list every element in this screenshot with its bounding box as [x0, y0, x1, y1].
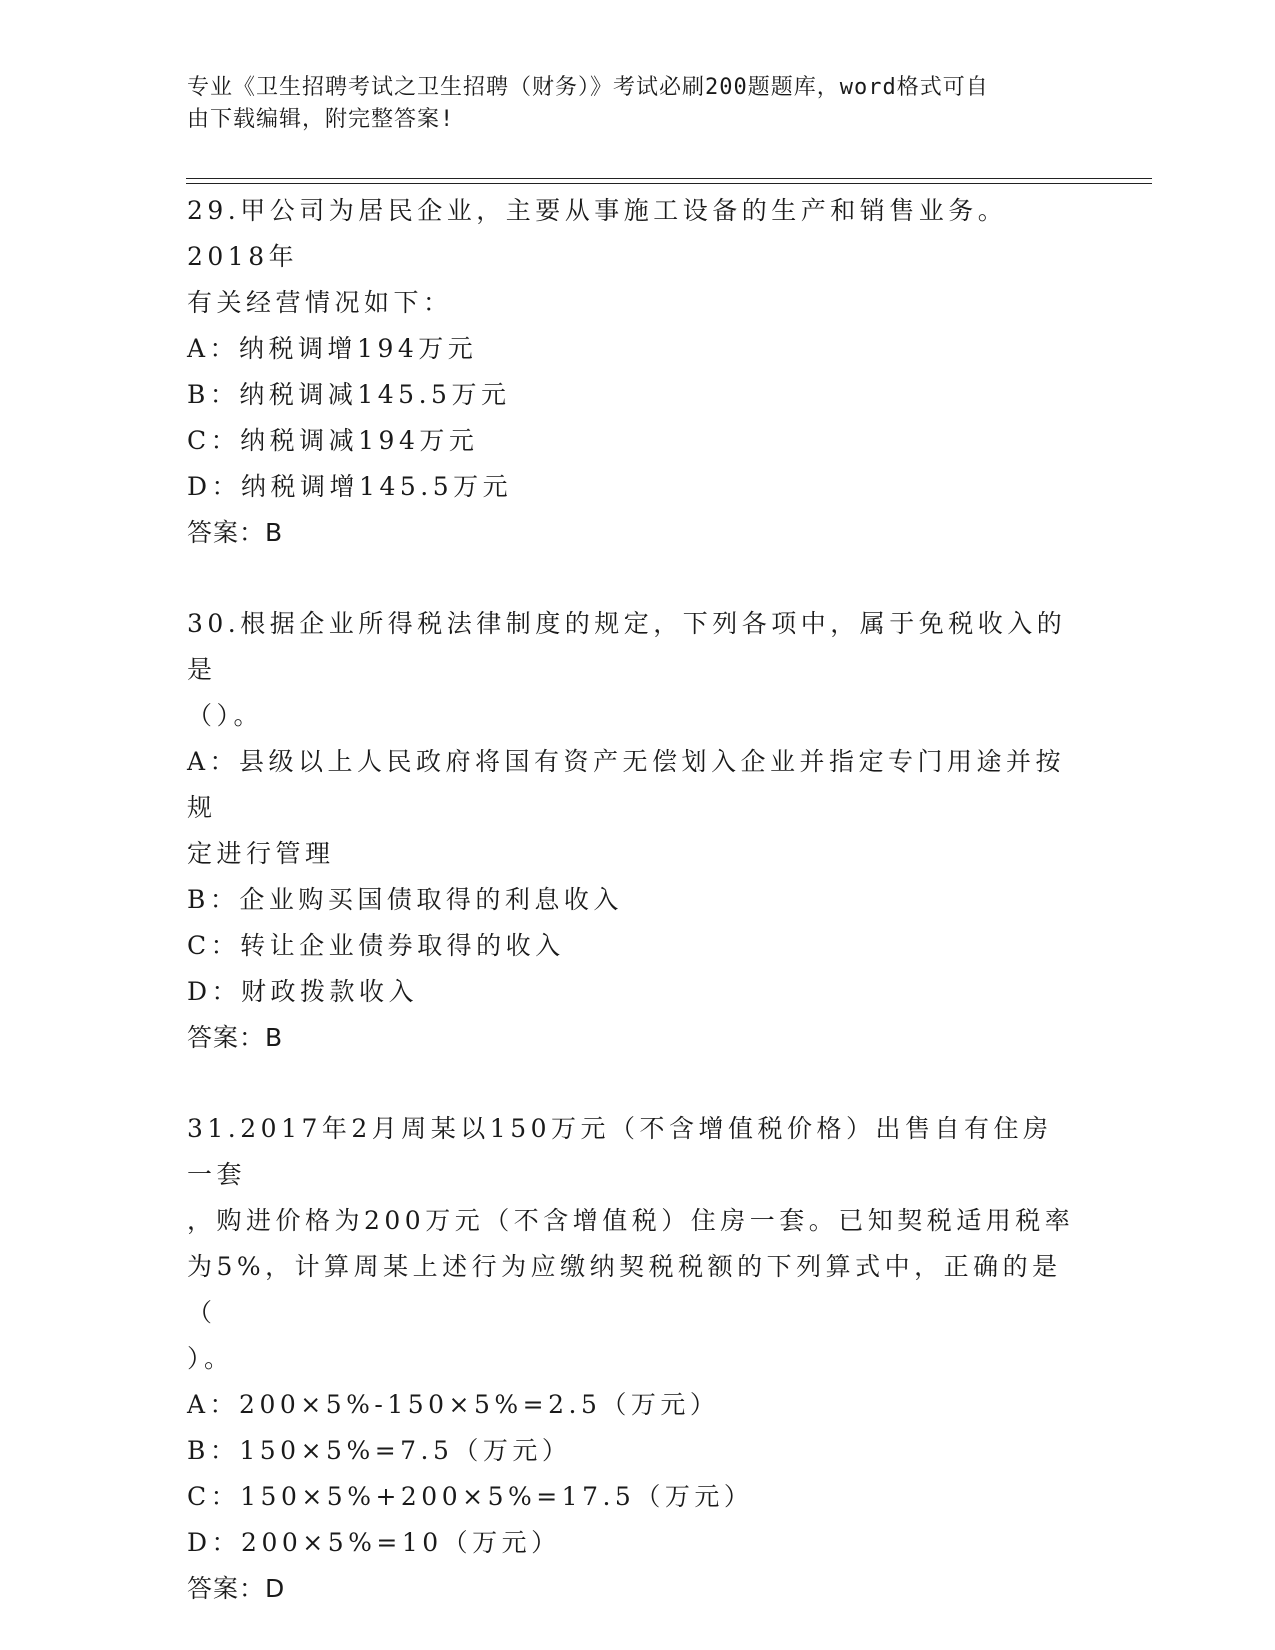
option-d: D：200×5%=10（万元） — [187, 1528, 561, 1557]
stem-line: （）。 — [187, 701, 264, 730]
option-line: A：县级以上人民政府将国有资产无偿划入企业并指定专门用途并按规 — [187, 747, 1066, 822]
question-stem — [187, 188, 1077, 326]
question-31 — [187, 1106, 1077, 1612]
question-29 — [187, 188, 1077, 556]
question-spacer — [187, 1061, 1077, 1106]
question-stem — [187, 1106, 1077, 1382]
stem-line: 30.根据企业所得税法律制度的规定，下列各项中，属于免税收入的是 — [187, 609, 1067, 684]
document-header — [187, 72, 1067, 136]
header-divider — [186, 178, 1152, 179]
option-a — [187, 739, 1077, 877]
option-c: C：150×5%+200×5%=17.5（万元） — [187, 1482, 754, 1511]
stem-line: 有关经营情况如下： — [187, 288, 453, 317]
option-c: C：转让企业债券取得的收入 — [187, 931, 565, 960]
question-30 — [187, 601, 1077, 1061]
stem-line: ）。 — [187, 1344, 234, 1373]
header-line: 由下载编辑，附完整答案! — [187, 107, 455, 132]
header-divider — [186, 183, 1152, 184]
option-c: C：纳税调减194万元 — [187, 426, 479, 455]
stem-line: 为5%，计算周某上述行为应缴纳契税税额的下列算式中，正确的是（ — [187, 1252, 1062, 1327]
option-a: A：200×5%-150×5%=2.5（万元） — [187, 1390, 720, 1419]
answer-line: 答案：B — [187, 518, 284, 547]
stem-line: ，购进价格为200万元（不含增值税）住房一套。已知契税适用税率 — [187, 1206, 1075, 1235]
header-line: 专业《卫生招聘考试之卫生招聘（财务）》考试必刷200题题库，word格式可自 — [187, 75, 989, 100]
answer-line: 答案：D — [187, 1574, 286, 1603]
question-spacer — [187, 556, 1077, 601]
question-list — [187, 188, 1077, 1612]
option-d: D：财政拨款收入 — [187, 977, 419, 1006]
answer-line: 答案：B — [187, 1023, 284, 1052]
option-line: 定进行管理 — [187, 839, 335, 868]
option-b: B：企业购买国债取得的利息收入 — [187, 885, 623, 914]
option-b: B：150×5%=7.5（万元） — [187, 1436, 572, 1465]
option-d: D：纳税调增145.5万元 — [187, 472, 513, 501]
stem-line: 29.甲公司为居民企业，主要从事施工设备的生产和销售业务。2018年 — [187, 196, 1008, 271]
question-stem — [187, 601, 1077, 739]
stem-line: 31.2017年2月周某以150万元（不含增值税价格）出售自有住房一套 — [187, 1114, 1053, 1189]
option-b: B：纳税调减145.5万元 — [187, 380, 511, 409]
option-a: A：纳税调增194万元 — [187, 334, 478, 363]
